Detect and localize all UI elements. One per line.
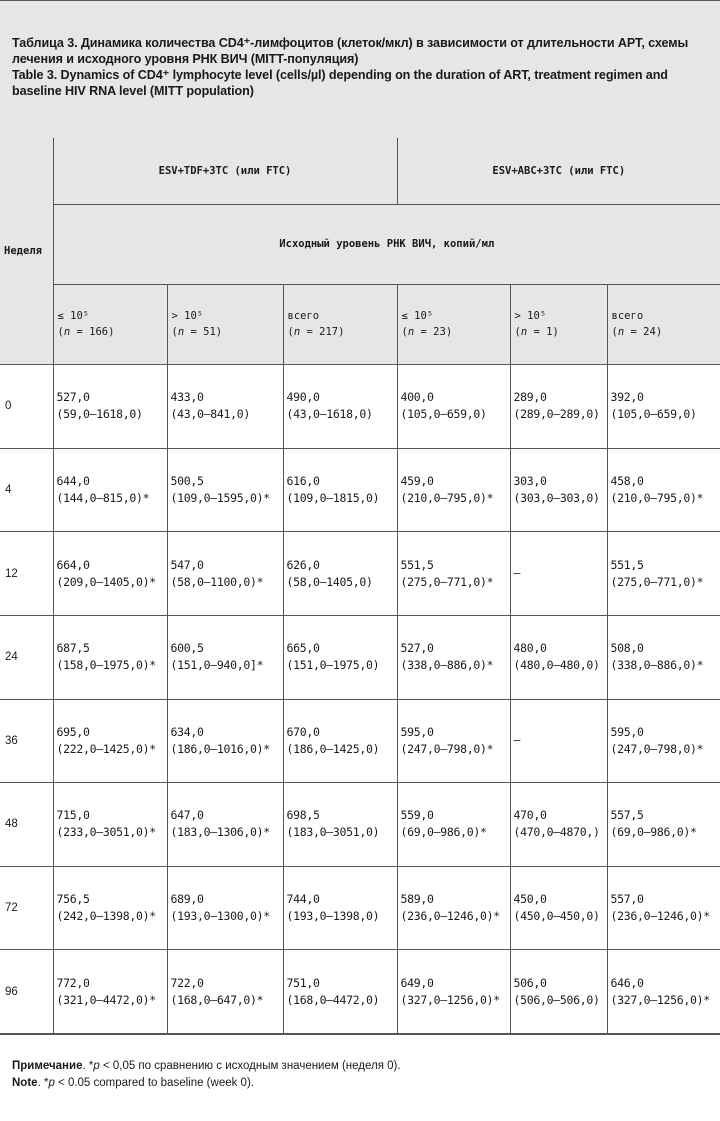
- median-value: 500,5: [170, 474, 204, 489]
- median-value: 715,0: [56, 808, 90, 823]
- median-value: 392,0: [610, 390, 644, 405]
- median-value: 551,5: [610, 557, 644, 572]
- range-value: (222,0–1425,0)*: [56, 741, 156, 756]
- range-value: (327,0–1256,0)*: [400, 992, 500, 1007]
- range-value: (105,0–659,0): [610, 407, 697, 422]
- value-cell: [283, 448, 397, 532]
- week-header: Неделя: [0, 138, 53, 365]
- value-cell: [397, 615, 510, 699]
- range-value: (183,0–1306,0)*: [170, 825, 270, 840]
- value-cell: [510, 783, 607, 867]
- cd4-table: [0, 138, 720, 1034]
- range-value: (338,0–886,0)*: [400, 658, 494, 673]
- range-value: (151,0–1975,0): [286, 658, 380, 673]
- range-value: (109,0–1815,0): [286, 491, 380, 506]
- week-cell: 0: [0, 365, 53, 449]
- note-ru: Примечание. *p < 0,05 по сравнению с исходным значением (неделя 0).: [12, 1060, 401, 1072]
- table-note: [12, 1058, 401, 1092]
- column-header-label: всего: [611, 310, 644, 323]
- median-value: 722,0: [170, 975, 204, 990]
- column-header-n: (n = 23): [401, 326, 453, 339]
- table-body: [0, 365, 720, 1034]
- range-value: (275,0–771,0)*: [400, 574, 494, 589]
- value-cell: [607, 950, 720, 1034]
- range-value: (168,0–647,0)*: [170, 992, 264, 1007]
- median-value: 595,0: [400, 724, 434, 739]
- table-row: [0, 448, 720, 532]
- range-value: (470,0–4870,): [513, 825, 600, 840]
- column-header-label: > 10⁵: [171, 310, 204, 323]
- value-cell: [53, 699, 167, 783]
- range-value: (210,0–795,0)*: [610, 491, 704, 506]
- week-cell: 24: [0, 615, 53, 699]
- value-cell: [167, 699, 283, 783]
- median-value: 433,0: [170, 390, 204, 405]
- median-value: 626,0: [286, 557, 320, 572]
- value-cell: [397, 448, 510, 532]
- value-cell: [167, 950, 283, 1034]
- value-cell: [53, 365, 167, 449]
- median-value: 644,0: [56, 474, 90, 489]
- value-cell: [53, 448, 167, 532]
- week-cell: 96: [0, 950, 53, 1034]
- median-value: 458,0: [610, 474, 644, 489]
- range-value: (275,0–771,0)*: [610, 574, 704, 589]
- column-header-label: > 10⁵: [514, 310, 547, 323]
- range-value: (233,0–3051,0)*: [56, 825, 156, 840]
- value-cell: [607, 448, 720, 532]
- value-cell: [53, 532, 167, 616]
- value-cell: [510, 866, 607, 950]
- range-value: (144,0–815,0)*: [56, 491, 150, 506]
- value-cell: [397, 783, 510, 867]
- median-value: 772,0: [56, 975, 90, 990]
- range-value: (158,0–1975,0)*: [56, 658, 156, 673]
- range-value: (43,0–841,0): [170, 407, 250, 422]
- range-value: (236,0–1246,0)*: [610, 909, 710, 923]
- column-header-n: (n = 1): [514, 326, 559, 339]
- range-value: (183,0–3051,0): [286, 825, 380, 840]
- value-cell: [167, 615, 283, 699]
- table-row: [0, 866, 720, 950]
- column-header-n: (n = 166): [57, 326, 115, 339]
- value-cell: [167, 783, 283, 867]
- column-header: [53, 284, 167, 365]
- table-bottom-rule: [0, 1034, 720, 1035]
- note-en: Note. *p < 0.05 compared to baseline (week 0).: [12, 1077, 254, 1089]
- range-value: (186,0–1425,0): [286, 741, 380, 756]
- median-value: 751,0: [286, 975, 320, 990]
- median-value: 450,0: [513, 892, 547, 906]
- range-value: (151,0–940,0]*: [170, 658, 264, 673]
- median-value: 459,0: [400, 474, 434, 489]
- value-cell: [607, 615, 720, 699]
- week-cell: 48: [0, 783, 53, 867]
- range-value: (168,0–4472,0): [286, 992, 380, 1007]
- value-cell: [607, 365, 720, 449]
- range-value: (338,0–886,0)*: [610, 658, 704, 673]
- value-cell: [167, 532, 283, 616]
- value-cell: [283, 532, 397, 616]
- range-value: (247,0–798,0)*: [400, 741, 494, 756]
- column-header-label: ≤ 10⁵: [401, 310, 434, 323]
- value-cell: [283, 615, 397, 699]
- median-value: 600,5: [170, 641, 204, 656]
- range-value: (43,0–1618,0): [286, 407, 373, 422]
- median-value: 744,0: [286, 892, 320, 906]
- range-value: (480,0–480,0): [513, 658, 600, 673]
- column-header-row: [0, 284, 720, 365]
- median-value: 664,0: [56, 557, 90, 572]
- column-header: [510, 284, 607, 365]
- value-cell: [510, 532, 607, 616]
- value-cell: [397, 866, 510, 950]
- value-cell: [283, 365, 397, 449]
- median-value: 695,0: [56, 724, 90, 739]
- value-cell: [510, 950, 607, 1034]
- week-cell: 72: [0, 866, 53, 950]
- value-cell: [607, 699, 720, 783]
- value-cell: [397, 365, 510, 449]
- group-header-abc: ESV+ABC+3TC (или FTC): [397, 138, 720, 204]
- median-value: 480,0: [513, 641, 547, 656]
- value-cell: [510, 699, 607, 783]
- column-header: [283, 284, 397, 365]
- median-value: 490,0: [286, 390, 320, 405]
- range-value: (69,0–986,0)*: [400, 825, 487, 840]
- value-cell: [283, 866, 397, 950]
- week-cell: 4: [0, 448, 53, 532]
- value-cell: [397, 699, 510, 783]
- value-cell: [53, 866, 167, 950]
- median-value: 551,5: [400, 557, 434, 572]
- value-cell: [53, 950, 167, 1034]
- value-cell: [607, 532, 720, 616]
- value-cell: [510, 448, 607, 532]
- value-cell: [283, 699, 397, 783]
- table-row: [0, 615, 720, 699]
- median-value: 400,0: [400, 390, 434, 405]
- median-value: 634,0: [170, 724, 204, 739]
- range-value: (506,0–506,0): [513, 992, 600, 1007]
- median-value: –: [513, 733, 521, 748]
- median-value: 616,0: [286, 474, 320, 489]
- median-value: 589,0: [400, 892, 434, 906]
- table-row: [0, 532, 720, 616]
- value-cell: [167, 365, 283, 449]
- value-cell: [53, 615, 167, 699]
- value-cell: [53, 783, 167, 867]
- median-value: 649,0: [400, 975, 434, 990]
- range-value: (186,0–1016,0)*: [170, 741, 270, 756]
- median-value: 506,0: [513, 975, 547, 990]
- median-value: 527,0: [56, 390, 90, 405]
- median-value: 303,0: [513, 474, 547, 489]
- value-cell: [510, 365, 607, 449]
- range-value: (247,0–798,0)*: [610, 741, 704, 756]
- range-value: (242,0–1398,0)*: [56, 909, 156, 923]
- range-value: (289,0–289,0): [513, 407, 600, 422]
- median-value: 687,5: [56, 641, 90, 656]
- median-value: 665,0: [286, 641, 320, 656]
- median-value: 547,0: [170, 557, 204, 572]
- caption-en: Table 3. Dynamics of CD4⁺ lymphocyte level (cells/µl) depending on the duration of ART, treatment regimen and baseline HIV RNA level (MITT population): [12, 68, 668, 98]
- range-value: (58,0–1405,0): [286, 574, 373, 589]
- range-value: (210,0–795,0)*: [400, 491, 494, 506]
- column-header-n: (n = 24): [611, 326, 663, 339]
- median-value: 557,0: [610, 892, 644, 906]
- median-value: 670,0: [286, 724, 320, 739]
- range-value: (450,0–450,0): [513, 909, 600, 923]
- range-value: (193,0–1398,0): [286, 909, 380, 923]
- week-cell: 36: [0, 699, 53, 783]
- value-cell: [607, 783, 720, 867]
- value-cell: [167, 866, 283, 950]
- range-value: (209,0–1405,0)*: [56, 574, 156, 589]
- column-header: [607, 284, 720, 365]
- value-cell: [397, 950, 510, 1034]
- range-value: (321,0–4472,0)*: [56, 992, 156, 1007]
- median-value: 527,0: [400, 641, 434, 656]
- week-cell: 12: [0, 532, 53, 616]
- median-value: –: [513, 566, 521, 581]
- table-row: [0, 699, 720, 783]
- median-value: 289,0: [513, 390, 547, 405]
- median-value: 508,0: [610, 641, 644, 656]
- range-value: (303,0–303,0): [513, 491, 600, 506]
- median-value: 559,0: [400, 808, 434, 823]
- table-caption: [0, 0, 720, 138]
- value-cell: [607, 866, 720, 950]
- range-value: (327,0–1256,0)*: [610, 992, 710, 1007]
- median-value: 646,0: [610, 975, 644, 990]
- range-value: (58,0–1100,0)*: [170, 574, 264, 589]
- caption-ru: Таблица 3. Динамика количества CD4⁺-лимфоцитов (клеток/мкл) в зависимости от длительности АРТ, схемы лечения и исходного уровня РНК ВИЧ (MITT-популяция): [12, 36, 689, 66]
- range-value: (109,0–1595,0)*: [170, 491, 270, 506]
- table-row: [0, 950, 720, 1034]
- table-row: [0, 783, 720, 867]
- median-value: 689,0: [170, 892, 204, 906]
- column-header-label: ≤ 10⁵: [57, 310, 90, 323]
- value-cell: [510, 615, 607, 699]
- median-value: 698,5: [286, 808, 320, 823]
- column-header-n: (n = 51): [171, 326, 223, 339]
- column-header: [397, 284, 510, 365]
- range-value: (236,0–1246,0)*: [400, 909, 500, 923]
- range-value: (69,0–986,0)*: [610, 825, 697, 840]
- median-value: 595,0: [610, 724, 644, 739]
- baseline-header: Исходный уровень РНК ВИЧ, копий/мл: [53, 204, 720, 284]
- median-value: 647,0: [170, 808, 204, 823]
- range-value: (59,0–1618,0): [56, 407, 143, 422]
- range-value: (193,0–1300,0)*: [170, 909, 270, 923]
- range-value: (105,0–659,0): [400, 407, 487, 422]
- median-value: 470,0: [513, 808, 547, 823]
- column-header-n: (n = 217): [287, 326, 345, 339]
- median-value: 557,5: [610, 808, 644, 823]
- column-header-label: всего: [287, 310, 320, 323]
- column-header: [167, 284, 283, 365]
- value-cell: [283, 950, 397, 1034]
- table-row: [0, 365, 720, 449]
- value-cell: [167, 448, 283, 532]
- value-cell: [397, 532, 510, 616]
- group-header-tdf: ESV+TDF+3TC (или FTC): [53, 138, 397, 204]
- value-cell: [283, 783, 397, 867]
- median-value: 756,5: [56, 892, 90, 906]
